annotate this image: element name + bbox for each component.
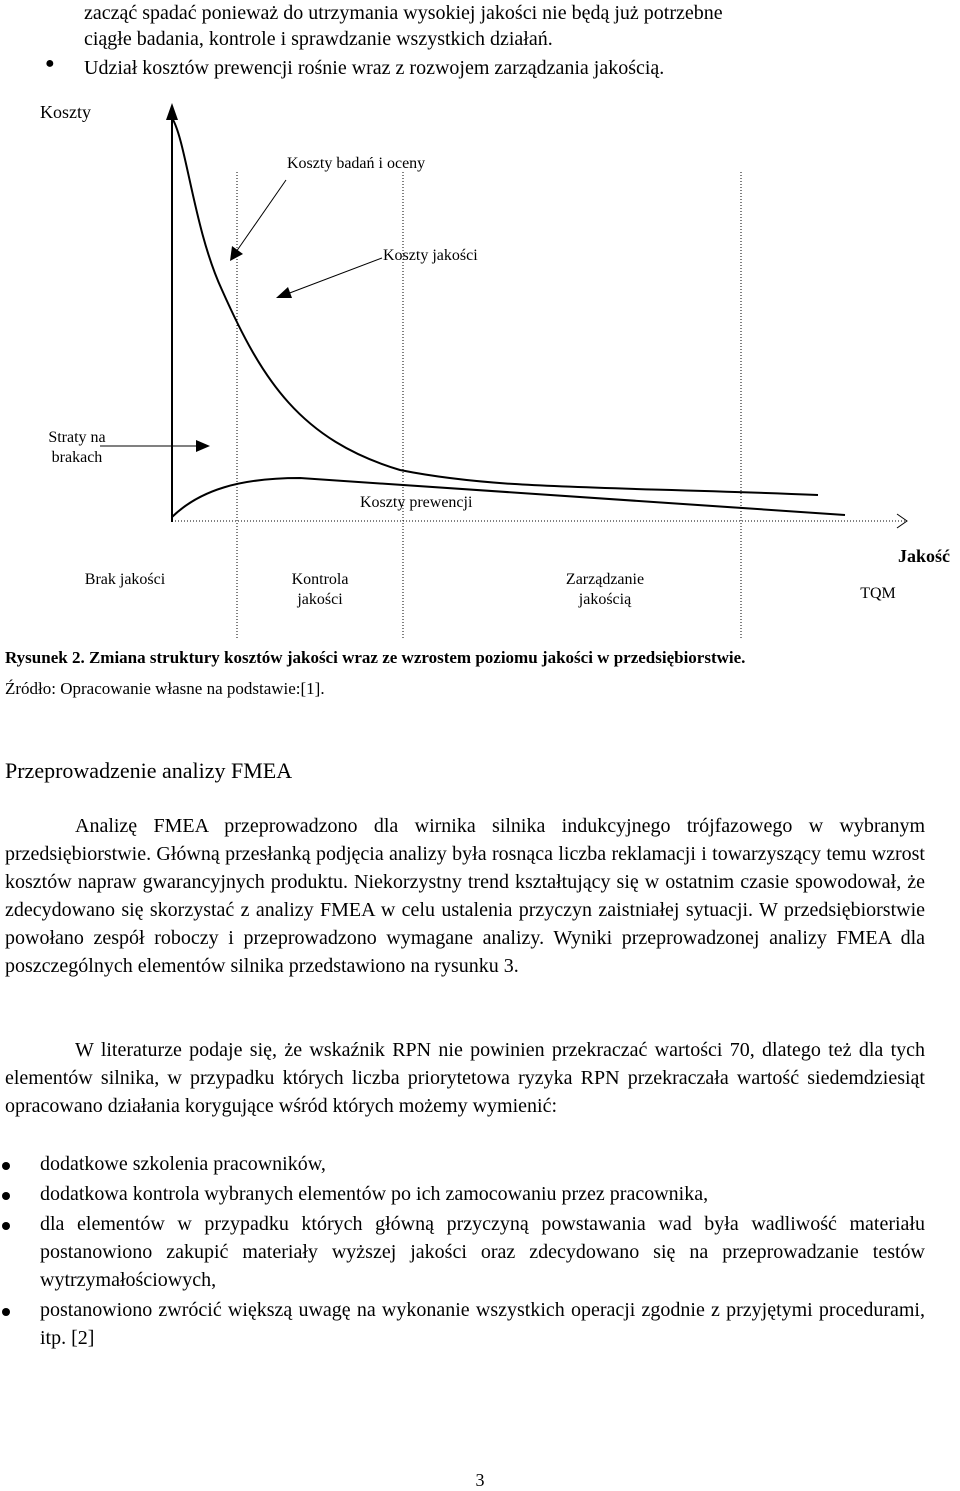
label-koszty-jakosci: Koszty jakości xyxy=(383,247,478,264)
bullet-dot: ● xyxy=(45,55,55,72)
paragraph-2: W literaturze podaje się, że wskaźnik RPN nie powinien przekraczać wartości 70, dlatego też dla tych elementów silnika, w przypadku których liczba priorytetowa ryzyka RPN przekraczała wartość siedemdziesiąt opracowano działania korygujące wśród których możemy wymienić: xyxy=(5,1039,925,1117)
label-koszty-badan: Koszty badań i oceny xyxy=(287,155,426,172)
quality-costs-curve xyxy=(172,118,818,495)
quality-cost-diagram xyxy=(0,0,960,640)
list-item: dodatkowe szkolenia pracowników, xyxy=(0,1150,925,1178)
intro-line-2: ciągłe badania, kontrole i sprawdzanie wszystkich działań. xyxy=(84,28,553,50)
figure-source: Źródło: Opracowanie własne na podstawie:[1]. xyxy=(5,679,325,698)
figure-caption: Rysunek 2. Zmiana struktury kosztów jakości wraz ze wzrostem poziomu jakości w przedsiębiorstwie. xyxy=(5,648,746,667)
intro-line-3: Udział kosztów prewencji rośnie wraz z rozwojem zarządzania jakością. xyxy=(84,57,665,79)
corrective-actions-list xyxy=(0,1150,925,1354)
bullet-dot xyxy=(2,1192,10,1200)
paragraph-1: Analizę FMEA przeprowadzono dla wirnika silnika indukcyjnego trójfazowego w wybranym przedsiębiorstwie. Główną przesłanką podjęcia analizy była rosnąca liczba reklamacji i towarzyszący temu wzrost kosztów napraw gwarancyjnych produktu. Niekorzystny trend kształtujący się w ostatnim czasie spowodował, że zdecydowano się skorzystać z analizy FMEA w celu ustalenia przyczyn zaistniałej sytuacji. W przedsiębiorstwie powołano zespół roboczy i przeprowadzono wymagane analizy. Wyniki przeprowadzonej analizy FMEA dla poszczególnych elementów silnika przedstawiono na rysunku 3. xyxy=(5,815,925,977)
stage-brak-jakosci: Brak jakości xyxy=(84,571,166,588)
stage-tqm: TQM xyxy=(860,585,896,602)
stage-kontrola-jakosci: Kontrola jakości xyxy=(291,571,349,608)
bullet-dot xyxy=(2,1222,10,1230)
page-number: 3 xyxy=(475,1470,485,1490)
list-item: dla elementów w przypadku których główną przyczyną powstawania wad była wadliwość materiału postanowiono zakupić materiały wyższej jakości oraz zdecydowano się na przeprowadzanie testów wytrzymałościowych, xyxy=(0,1210,925,1294)
y-axis-label: Koszty xyxy=(40,102,91,122)
arrow-badan xyxy=(236,180,286,252)
label-koszty-prewencji: Koszty prewencji xyxy=(360,494,473,511)
stage-zarzadzanie-jakoscia: Zarządzanie jakością xyxy=(565,571,645,608)
list-item: dodatkowa kontrola wybranych elementów po ich zamocowaniu przez pracownika, xyxy=(0,1180,925,1208)
x-axis-label: Jakość xyxy=(898,546,951,566)
bullet-dot xyxy=(2,1308,10,1316)
list-item: postanowiono zwrócić większą uwagę na wykonanie wszystkich operacji zgodnie z przyjętymi procedurami, itp. [2] xyxy=(0,1296,925,1352)
intro-line-1: zacząć spadać ponieważ do utrzymania wysokiej jakości nie będą już potrzebne xyxy=(84,2,723,24)
bullet-dot xyxy=(2,1162,10,1170)
section-heading: Przeprowadzenie analizy FMEA xyxy=(5,758,293,783)
label-straty: Straty na brakach xyxy=(48,429,106,466)
arrow-jakosci xyxy=(287,258,382,294)
y-axis-arrow xyxy=(166,103,178,120)
